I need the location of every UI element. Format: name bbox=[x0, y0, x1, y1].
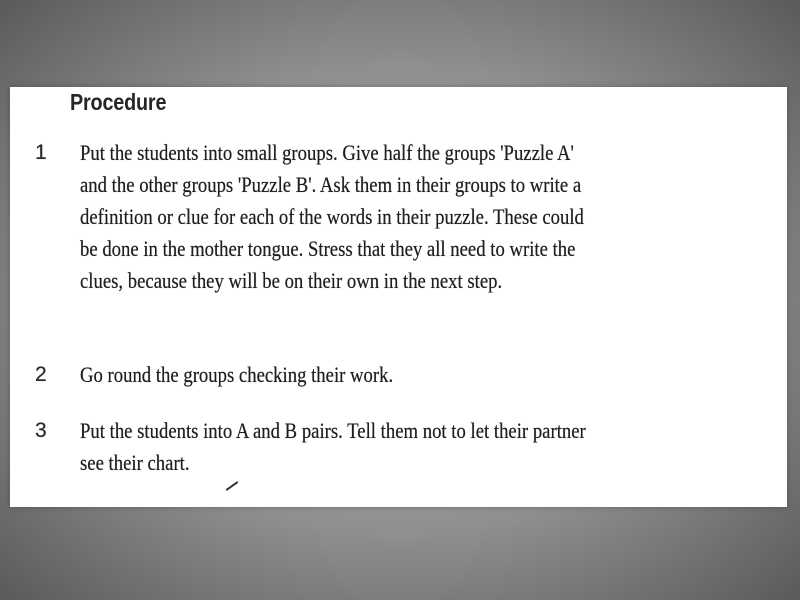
step-line: clues, because they will be on their own in the next step. bbox=[80, 268, 503, 293]
scanned-page bbox=[10, 87, 787, 507]
step-number: 3 bbox=[35, 419, 47, 442]
step-text bbox=[80, 359, 726, 391]
step-number: 1 bbox=[35, 141, 47, 164]
step-text bbox=[80, 137, 726, 297]
step-line: see their chart. bbox=[80, 450, 190, 475]
procedure-heading: Procedure bbox=[70, 89, 167, 115]
pen-mark bbox=[226, 481, 239, 491]
step-line: Put the students into A and B pairs. Tell them not to let their partner bbox=[80, 418, 586, 443]
step-line: and the other groups 'Puzzle B'. Ask them in their groups to write a bbox=[80, 172, 582, 197]
step-text bbox=[80, 415, 726, 479]
step-line: Go round the groups checking their work. bbox=[80, 362, 394, 387]
step-number: 2 bbox=[35, 363, 47, 386]
step-line: definition or clue for each of the words in their puzzle. These could bbox=[80, 204, 584, 229]
step-line: be done in the mother tongue. Stress that they all need to write the bbox=[80, 236, 576, 261]
step-line: Put the students into small groups. Give half the groups 'Puzzle A' bbox=[80, 140, 574, 165]
